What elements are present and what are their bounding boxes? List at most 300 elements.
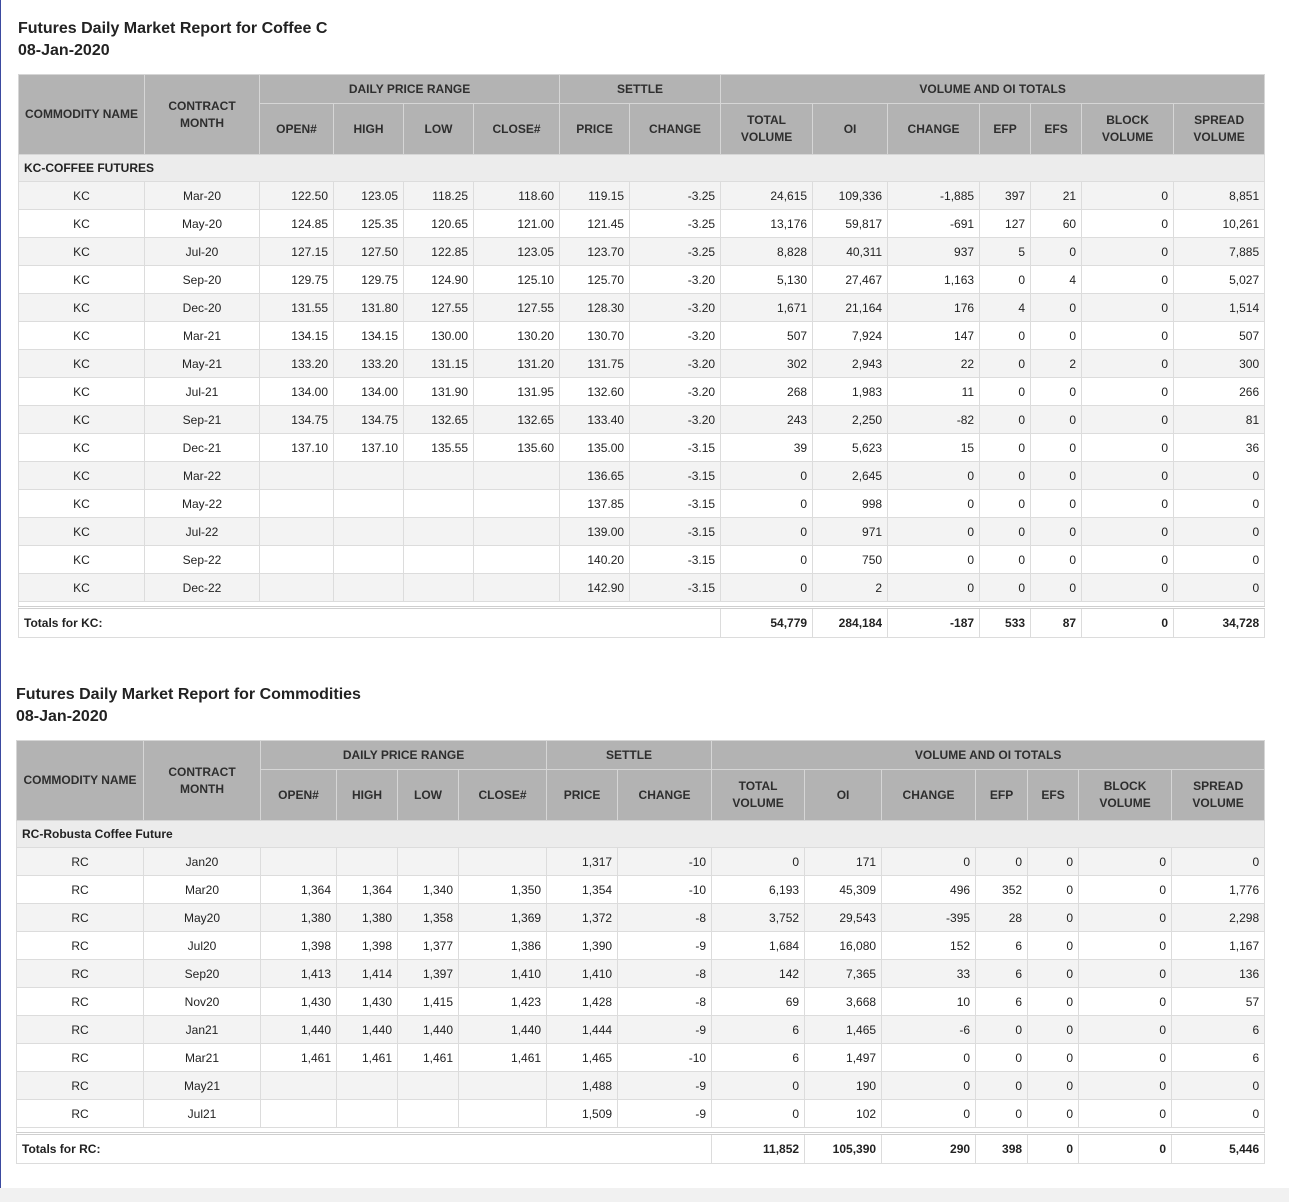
cell-low: 132.65: [404, 406, 474, 434]
cell-settle-change: -3.25: [630, 210, 721, 238]
cell-spread-volume: 81: [1174, 406, 1265, 434]
cell-efs: 0: [1031, 518, 1082, 546]
cell-settle-price: 132.60: [560, 378, 630, 406]
cell-total-volume: 5,130: [721, 266, 813, 294]
cell-block-volume: 0: [1079, 848, 1172, 876]
cell-efp: 0: [976, 1100, 1028, 1128]
cell-commodity: KC: [19, 182, 145, 210]
cell-settle-change: -9: [618, 932, 712, 960]
cell-settle-change: -3.15: [630, 434, 721, 462]
cell-open: [260, 462, 334, 490]
cell-efp: 0: [980, 574, 1031, 602]
cell-close: [459, 848, 547, 876]
cell-total-volume: 13,176: [721, 210, 813, 238]
totals-label: Totals for KC:: [19, 608, 721, 638]
cell-block-volume: 0: [1082, 378, 1174, 406]
cell-efp: 0: [980, 490, 1031, 518]
cell-efp: 0: [976, 848, 1028, 876]
cell-total-volume: 0: [712, 1100, 805, 1128]
cell-high: 1,398: [337, 932, 398, 960]
header-spread-volume: SPREAD VOLUME: [1172, 770, 1265, 821]
page-footer-strip: [0, 1188, 1289, 1202]
cell-high: [337, 1100, 398, 1128]
cell-commodity: RC: [17, 1100, 144, 1128]
cell-efs: 0: [1028, 1016, 1079, 1044]
cell-high: 129.75: [334, 266, 404, 294]
cell-commodity: RC: [17, 1044, 144, 1072]
cell-high: 1,440: [337, 1016, 398, 1044]
cell-efs: 0: [1031, 546, 1082, 574]
cell-open: 131.55: [260, 294, 334, 322]
cell-efs: 0: [1028, 1072, 1079, 1100]
totals-row: [17, 1134, 1265, 1164]
total-efp: 398: [976, 1134, 1028, 1164]
cell-total-volume: 1,671: [721, 294, 813, 322]
cell-contract-month: Dec-21: [145, 434, 260, 462]
cell-efp: 0: [976, 1044, 1028, 1072]
cell-commodity: KC: [19, 210, 145, 238]
cell-commodity: KC: [19, 406, 145, 434]
cell-settle-price: 131.75: [560, 350, 630, 378]
cell-contract-month: Sep20: [144, 960, 261, 988]
group-label: KC-COFFEE FUTURES: [19, 155, 1265, 182]
report-date: 08-Jan-2020: [16, 708, 108, 725]
cell-contract-month: May-21: [145, 350, 260, 378]
table-row: [17, 848, 1265, 876]
cell-low: 122.85: [404, 238, 474, 266]
cell-high: 1,414: [337, 960, 398, 988]
cell-oi-change: -1,885: [888, 182, 980, 210]
cell-high: 134.00: [334, 378, 404, 406]
cell-contract-month: Nov20: [144, 988, 261, 1016]
table-row: [19, 574, 1265, 602]
cell-contract-month: Jan21: [144, 1016, 261, 1044]
cell-low: 135.55: [404, 434, 474, 462]
cell-close: 130.20: [474, 322, 560, 350]
cell-oi: 2,943: [813, 350, 888, 378]
cell-oi-change: 496: [882, 876, 976, 904]
cell-efs: 2: [1031, 350, 1082, 378]
cell-close: 1,350: [459, 876, 547, 904]
cell-contract-month: Dec-20: [145, 294, 260, 322]
header-block-volume: BLOCK VOLUME: [1079, 770, 1172, 821]
cell-block-volume: 0: [1079, 876, 1172, 904]
header-contract-month: CONTRACT MONTH: [144, 741, 261, 821]
table-row: [17, 932, 1265, 960]
cell-high: 1,430: [337, 988, 398, 1016]
cell-block-volume: 0: [1082, 210, 1174, 238]
cell-commodity: RC: [17, 848, 144, 876]
cell-oi: 171: [805, 848, 882, 876]
cell-block-volume: 0: [1079, 1072, 1172, 1100]
cell-low: 1,461: [398, 1044, 459, 1072]
header-volume-oi-totals: VOLUME AND OI TOTALS: [712, 741, 1265, 770]
cell-settle-price: 128.30: [560, 294, 630, 322]
cell-spread-volume: 1,514: [1174, 294, 1265, 322]
total-block-volume: 0: [1082, 608, 1174, 638]
cell-efp: 397: [980, 182, 1031, 210]
cell-spread-volume: 0: [1172, 1100, 1265, 1128]
cell-spread-volume: 0: [1174, 518, 1265, 546]
cell-low: [404, 518, 474, 546]
header-close: CLOSE#: [459, 770, 547, 821]
cell-oi-change: 0: [888, 574, 980, 602]
cell-oi: 27,467: [813, 266, 888, 294]
cell-spread-volume: 5,027: [1174, 266, 1265, 294]
cell-oi-change: 937: [888, 238, 980, 266]
cell-oi: 1,497: [805, 1044, 882, 1072]
cell-oi-change: -691: [888, 210, 980, 238]
cell-settle-change: -3.25: [630, 182, 721, 210]
cell-low: [404, 574, 474, 602]
cell-oi-change: -6: [882, 1016, 976, 1044]
cell-commodity: KC: [19, 294, 145, 322]
cell-low: 131.90: [404, 378, 474, 406]
cell-contract-month: Mar-21: [145, 322, 260, 350]
cell-contract-month: May-22: [145, 490, 260, 518]
cell-spread-volume: 0: [1174, 462, 1265, 490]
cell-high: [334, 518, 404, 546]
cell-low: [404, 546, 474, 574]
cell-spread-volume: 0: [1174, 490, 1265, 518]
cell-settle-change: -3.15: [630, 490, 721, 518]
table-row: [19, 434, 1265, 462]
total-oi: 284,184: [813, 608, 888, 638]
cell-close: 1,423: [459, 988, 547, 1016]
cell-settle-price: 119.15: [560, 182, 630, 210]
cell-efp: 0: [980, 462, 1031, 490]
header-price: PRICE: [547, 770, 618, 821]
cell-settle-change: -8: [618, 904, 712, 932]
cell-high: 1,380: [337, 904, 398, 932]
cell-total-volume: 8,828: [721, 238, 813, 266]
total-spread-volume: 5,446: [1172, 1134, 1265, 1164]
cell-block-volume: 0: [1082, 434, 1174, 462]
cell-open: 127.15: [260, 238, 334, 266]
cell-settle-change: -8: [618, 960, 712, 988]
cell-efs: 0: [1031, 294, 1082, 322]
cell-efs: 4: [1031, 266, 1082, 294]
cell-open: 1,364: [261, 876, 337, 904]
cell-settle-price: 121.45: [560, 210, 630, 238]
cell-high: [334, 462, 404, 490]
cell-settle-price: 125.70: [560, 266, 630, 294]
cell-settle-price: 1,428: [547, 988, 618, 1016]
cell-oi: 2: [813, 574, 888, 602]
cell-oi: 59,817: [813, 210, 888, 238]
cell-close: 1,440: [459, 1016, 547, 1044]
cell-spread-volume: 1,776: [1172, 876, 1265, 904]
cell-settle-price: 1,488: [547, 1072, 618, 1100]
cell-block-volume: 0: [1082, 574, 1174, 602]
cell-block-volume: 0: [1082, 406, 1174, 434]
table-row: [19, 322, 1265, 350]
cell-oi-change: 0: [882, 848, 976, 876]
table-row: [17, 904, 1265, 932]
table-row: [19, 294, 1265, 322]
cell-low: 118.25: [404, 182, 474, 210]
table-row: [19, 238, 1265, 266]
cell-contract-month: Mar21: [144, 1044, 261, 1072]
cell-block-volume: 0: [1079, 904, 1172, 932]
cell-oi-change: 15: [888, 434, 980, 462]
cell-spread-volume: 0: [1172, 848, 1265, 876]
cell-high: [337, 848, 398, 876]
cell-oi: 45,309: [805, 876, 882, 904]
cell-spread-volume: 0: [1174, 546, 1265, 574]
cell-settle-change: -3.20: [630, 406, 721, 434]
cell-efp: 0: [980, 266, 1031, 294]
table-row: [19, 182, 1265, 210]
header-close: CLOSE#: [474, 104, 560, 155]
cell-block-volume: 0: [1079, 932, 1172, 960]
cell-contract-month: Jul21: [144, 1100, 261, 1128]
cell-spread-volume: 2,298: [1172, 904, 1265, 932]
cell-efs: 0: [1028, 848, 1079, 876]
cell-low: 1,377: [398, 932, 459, 960]
cell-spread-volume: 10,261: [1174, 210, 1265, 238]
cell-spread-volume: 300: [1174, 350, 1265, 378]
cell-low: 1,440: [398, 1016, 459, 1044]
cell-contract-month: Sep-22: [145, 546, 260, 574]
cell-oi-change: 0: [888, 518, 980, 546]
report-title: Futures Daily Market Report for Commodities: [16, 686, 361, 703]
cell-open: 129.75: [260, 266, 334, 294]
header-high: HIGH: [337, 770, 398, 821]
header-high: HIGH: [334, 104, 404, 155]
cell-total-volume: 24,615: [721, 182, 813, 210]
cell-settle-change: -9: [618, 1016, 712, 1044]
cell-low: 127.55: [404, 294, 474, 322]
cell-efp: 5: [980, 238, 1031, 266]
cell-efs: 0: [1028, 960, 1079, 988]
cell-low: 131.15: [404, 350, 474, 378]
table-row: [17, 1016, 1265, 1044]
cell-low: [398, 1100, 459, 1128]
cell-efs: 0: [1028, 1044, 1079, 1072]
left-border-rule: [0, 0, 1, 1188]
cell-contract-month: Jul-21: [145, 378, 260, 406]
cell-commodity: RC: [17, 1072, 144, 1100]
total-oi-change: -187: [888, 608, 980, 638]
cell-low: [398, 848, 459, 876]
cell-efs: 60: [1031, 210, 1082, 238]
cell-settle-change: -3.20: [630, 294, 721, 322]
cell-settle-price: 1,390: [547, 932, 618, 960]
cell-commodity: RC: [17, 876, 144, 904]
cell-close: 125.10: [474, 266, 560, 294]
header-volume-oi-totals: VOLUME AND OI TOTALS: [721, 75, 1265, 104]
header-block-volume: BLOCK VOLUME: [1082, 104, 1174, 155]
table-row: [19, 490, 1265, 518]
cell-total-volume: 0: [721, 546, 813, 574]
cell-contract-month: May21: [144, 1072, 261, 1100]
cell-total-volume: 0: [721, 462, 813, 490]
cell-efp: 0: [980, 378, 1031, 406]
cell-settle-change: -8: [618, 988, 712, 1016]
cell-close: 135.60: [474, 434, 560, 462]
cell-open: 1,430: [261, 988, 337, 1016]
header-efs: EFS: [1028, 770, 1079, 821]
header-commodity-name: COMMODITY NAME: [19, 75, 145, 155]
cell-open: 134.15: [260, 322, 334, 350]
cell-contract-month: Jul-20: [145, 238, 260, 266]
cell-close: [474, 490, 560, 518]
cell-low: 1,415: [398, 988, 459, 1016]
totals-row: [19, 608, 1265, 638]
header-oi: OI: [805, 770, 882, 821]
coffee-c-report: [18, 18, 1264, 638]
cell-block-volume: 0: [1079, 1016, 1172, 1044]
cell-close: 131.20: [474, 350, 560, 378]
cell-high: 131.80: [334, 294, 404, 322]
cell-efs: 0: [1028, 876, 1079, 904]
cell-settle-price: 1,317: [547, 848, 618, 876]
data-rows: [19, 182, 1265, 602]
cell-oi-change: 0: [888, 546, 980, 574]
cell-oi: 21,164: [813, 294, 888, 322]
cell-low: [404, 462, 474, 490]
cell-oi: 40,311: [813, 238, 888, 266]
cell-close: 118.60: [474, 182, 560, 210]
cell-total-volume: 243: [721, 406, 813, 434]
cell-settle-change: -3.20: [630, 266, 721, 294]
table-row: [19, 462, 1265, 490]
table-row: [19, 350, 1265, 378]
cell-total-volume: 69: [712, 988, 805, 1016]
total-volume: 54,779: [721, 608, 813, 638]
cell-block-volume: 0: [1082, 266, 1174, 294]
cell-settle-price: 135.00: [560, 434, 630, 462]
cell-open: 137.10: [260, 434, 334, 462]
cell-settle-price: 1,372: [547, 904, 618, 932]
cell-block-volume: 0: [1082, 518, 1174, 546]
cell-efp: 0: [980, 546, 1031, 574]
table-row: [19, 406, 1265, 434]
cell-close: 121.00: [474, 210, 560, 238]
cell-efp: 6: [976, 932, 1028, 960]
cell-efs: 21: [1031, 182, 1082, 210]
cell-commodity: KC: [19, 378, 145, 406]
cell-oi: 3,668: [805, 988, 882, 1016]
header-change: CHANGE: [618, 770, 712, 821]
cell-close: 1,410: [459, 960, 547, 988]
cell-spread-volume: 6: [1172, 1044, 1265, 1072]
cell-open: 133.20: [260, 350, 334, 378]
header-oi-change: CHANGE: [882, 770, 976, 821]
header-price: PRICE: [560, 104, 630, 155]
table-row: [17, 876, 1265, 904]
cell-efp: 0: [976, 1072, 1028, 1100]
cell-open: 122.50: [260, 182, 334, 210]
cell-block-volume: 0: [1082, 294, 1174, 322]
cell-low: [398, 1072, 459, 1100]
table-row: [17, 960, 1265, 988]
cell-contract-month: Sep-21: [145, 406, 260, 434]
cell-total-volume: 0: [712, 1072, 805, 1100]
cell-spread-volume: 266: [1174, 378, 1265, 406]
cell-spread-volume: 136: [1172, 960, 1265, 988]
cell-efs: 0: [1028, 932, 1079, 960]
cell-block-volume: 0: [1082, 322, 1174, 350]
header-low: LOW: [398, 770, 459, 821]
cell-efp: 6: [976, 988, 1028, 1016]
cell-commodity: KC: [19, 322, 145, 350]
cell-oi: 109,336: [813, 182, 888, 210]
cell-high: 1,461: [337, 1044, 398, 1072]
group-label: RC-Robusta Coffee Future: [17, 821, 1265, 848]
cell-low: 1,340: [398, 876, 459, 904]
cell-open: [261, 1100, 337, 1128]
cell-open: [260, 518, 334, 546]
cell-settle-change: -10: [618, 876, 712, 904]
cell-settle-price: 1,465: [547, 1044, 618, 1072]
cell-high: [337, 1072, 398, 1100]
cell-open: [261, 1072, 337, 1100]
cell-total-volume: 3,752: [712, 904, 805, 932]
cell-settle-change: -3.15: [630, 574, 721, 602]
cell-block-volume: 0: [1082, 490, 1174, 518]
cell-contract-month: Jul-22: [145, 518, 260, 546]
cell-commodity: KC: [19, 238, 145, 266]
cell-block-volume: 0: [1079, 1100, 1172, 1128]
cell-total-volume: 6: [712, 1044, 805, 1072]
cell-spread-volume: 8,851: [1174, 182, 1265, 210]
total-efs: 87: [1031, 608, 1082, 638]
cell-open: [260, 574, 334, 602]
cell-spread-volume: 507: [1174, 322, 1265, 350]
header-contract-month: CONTRACT MONTH: [145, 75, 260, 155]
report-date: 08-Jan-2020: [18, 42, 110, 59]
cell-efs: 0: [1031, 574, 1082, 602]
cell-commodity: RC: [17, 988, 144, 1016]
cell-commodity: KC: [19, 518, 145, 546]
cell-commodity: KC: [19, 462, 145, 490]
header-change: CHANGE: [630, 104, 721, 155]
cell-oi-change: 11: [888, 378, 980, 406]
cell-contract-month: Sep-20: [145, 266, 260, 294]
cell-oi: 102: [805, 1100, 882, 1128]
cell-efs: 0: [1028, 1100, 1079, 1128]
header-daily-price-range: DAILY PRICE RANGE: [260, 75, 560, 104]
cell-settle-change: -3.20: [630, 378, 721, 406]
cell-efp: 0: [980, 406, 1031, 434]
cell-settle-change: -10: [618, 1044, 712, 1072]
cell-efp: 0: [980, 434, 1031, 462]
cell-efp: 0: [980, 518, 1031, 546]
cell-commodity: KC: [19, 574, 145, 602]
cell-oi: 2,645: [813, 462, 888, 490]
cell-low: 130.00: [404, 322, 474, 350]
total-block-volume: 0: [1079, 1134, 1172, 1164]
cell-contract-month: May20: [144, 904, 261, 932]
totals-label: Totals for RC:: [17, 1134, 712, 1164]
cell-commodity: KC: [19, 490, 145, 518]
cell-low: 1,397: [398, 960, 459, 988]
total-oi-change: 290: [882, 1134, 976, 1164]
cell-oi: 1,983: [813, 378, 888, 406]
data-rows: [17, 848, 1265, 1128]
cell-oi-change: 1,163: [888, 266, 980, 294]
cell-settle-price: 136.65: [560, 462, 630, 490]
cell-high: 123.05: [334, 182, 404, 210]
cell-commodity: KC: [19, 266, 145, 294]
cell-contract-month: Jul20: [144, 932, 261, 960]
cell-spread-volume: 0: [1174, 574, 1265, 602]
cell-commodity: RC: [17, 1016, 144, 1044]
cell-oi-change: 0: [882, 1100, 976, 1128]
cell-close: 131.95: [474, 378, 560, 406]
